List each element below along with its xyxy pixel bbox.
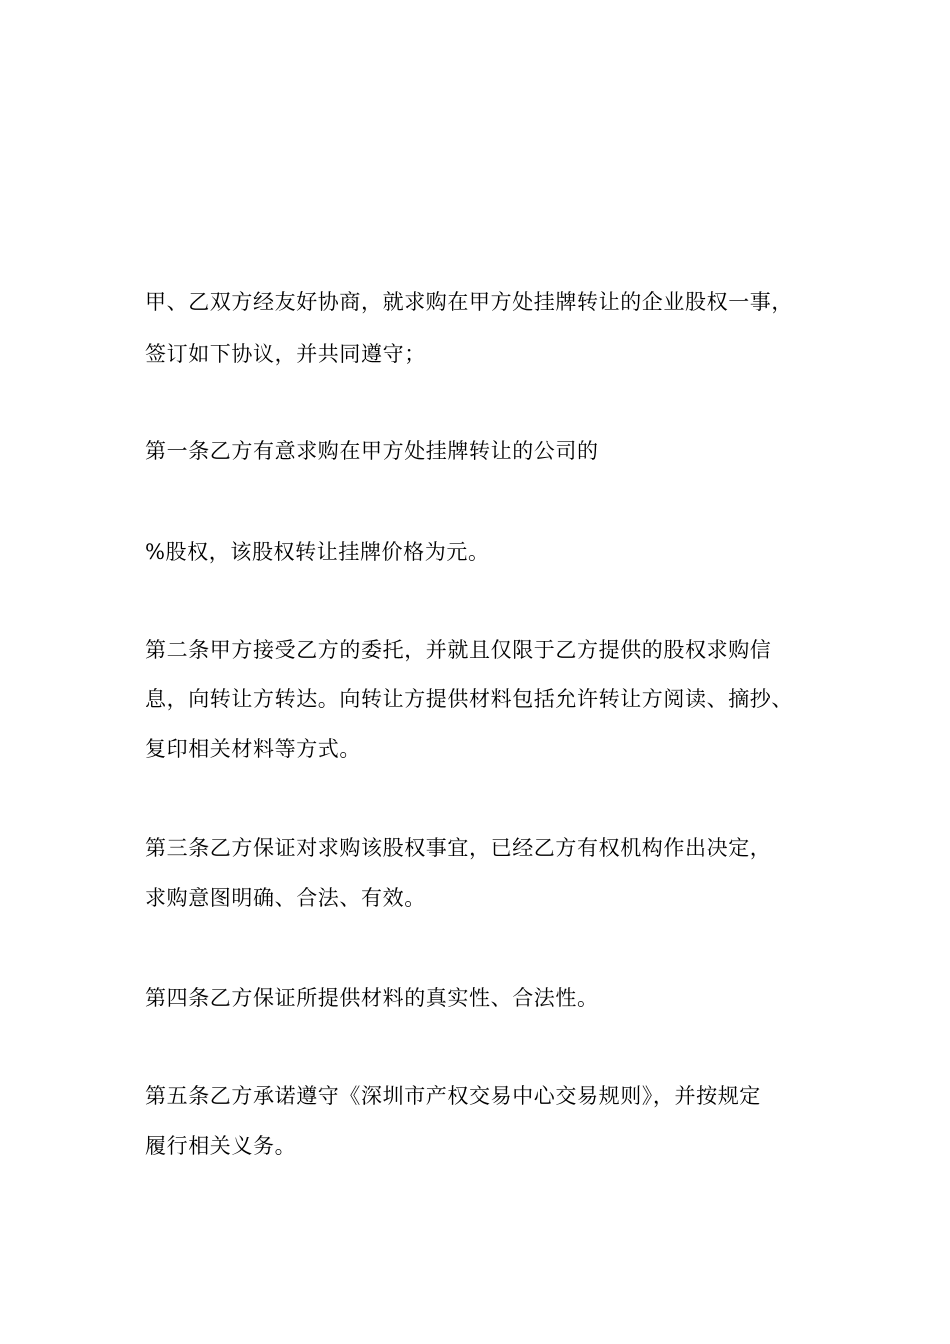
text-line: 第二条甲方接受乙方的委托，并就且仅限于乙方提供的股权求购信	[145, 638, 772, 662]
text-line: %股权，该股权转让挂牌价格为元。	[145, 540, 490, 564]
text-line: 第四条乙方保证所提供材料的真实性、合法性。	[145, 986, 599, 1010]
text-line: 第五条乙方承诺遵守《深圳市产权交易中心交易规则》，并按规定	[145, 1084, 761, 1108]
text-line: 第三条乙方保证对求购该股权事宜，已经乙方有权机构作出决定，	[145, 836, 772, 860]
text-line: 甲、乙双方经友好协商，就求购在甲方处挂牌转让的企业股权一事，	[145, 290, 793, 314]
text-line: 复印相关材料等方式。	[145, 737, 361, 761]
text-line: 息，向转让方转达。向转让方提供材料包括允许转让方阅读、摘抄、	[145, 687, 793, 711]
text-line: 第一条乙方有意求购在甲方处挂牌转让的公司的	[145, 439, 599, 463]
text-line: 求购意图明确、合法、有效。	[145, 886, 426, 910]
text-line: 签订如下协议，并共同遵守；	[145, 342, 426, 366]
text-line: 履行相关义务。	[145, 1134, 297, 1158]
